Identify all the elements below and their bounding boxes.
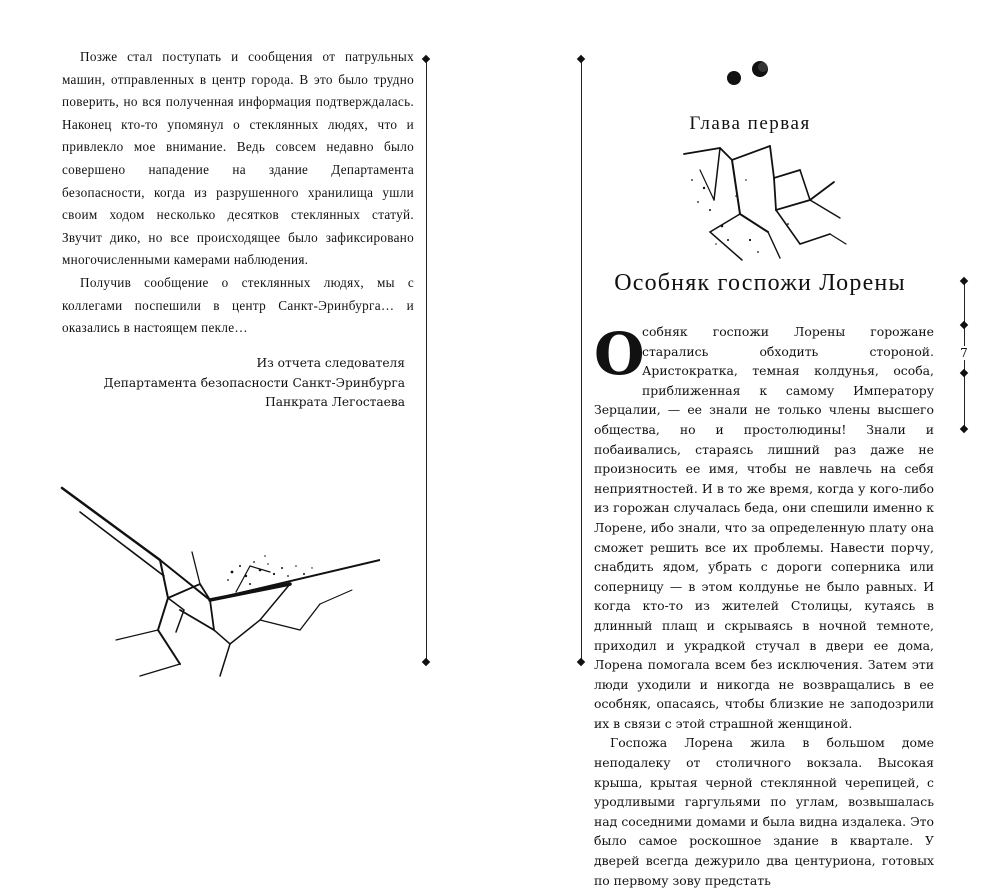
attribution-line: Панкрата Легостаева xyxy=(265,395,405,409)
page-number: 7 xyxy=(958,346,970,360)
chapter-title: Особняк госпожи Лорены xyxy=(614,270,906,296)
rule-end-ornament xyxy=(960,369,968,377)
rule-end-ornament xyxy=(960,425,968,433)
attribution xyxy=(100,354,405,413)
rule-end-ornament xyxy=(960,277,968,285)
drop-cap: О xyxy=(594,320,645,388)
right-page xyxy=(500,0,1000,888)
attribution-line: Департамента безопасности Санкт-Эринбурга xyxy=(103,375,405,390)
rule-end-ornament xyxy=(960,321,968,329)
paragraph-text: собняк госпожи Лорены горожане старались обходить стороной. Аристократка, темная колдунья, особа, приближенная к самому Императору Зерцалии, — ее знали не только члены высшего общества, но и простолюдины! Знали и побаивались, стараясь лишний раз даже не произносить ее имя, чтобы не навлечь на себя неприятностей. И в то же время, когда у кого-либо из горожан случалась беда, они спешили именно к Лорене, ибо знали, что за определенную плату она сможет решить все их проблемы. Навести порчу, снабдить ядом, убрать с дороги соперника или соперницу — в этом колдунье не было равных. И когда кто-то из жителей Столицы, кутаясь в длинный плащ и скрываясь в ночной темноте, приходил и украдкой стучал в двери ее дома, Лорена помогала всем без исключения. Затем эти люди уходили и никогда не возвращались в ее особняк, опасаясь, чтобы близкие не заподозрили их в связи с этой страшной женщиной. xyxy=(594,324,934,731)
right-page-text xyxy=(594,322,934,890)
first-paragraph xyxy=(594,322,934,733)
paragraph: Позже стал поступать и сообщения от патрульных машин, отправленных в центр города. В это было трудно поверить, но вся полученная информация подтверждалась. Наконец кто-то упомянул о стеклянных людях, что и привлекло мое внимание. Ведь совсем недавно было совершено нападение на здание Департамента безопасности, когда из разрушенного хранилища ушли своим ходом несколько десятков стеклянных статуй. Звучит дико, но все происходящее было зафиксировано многочисленными камерами наблюдения. xyxy=(62,49,414,268)
attribution-line: Из отчета следователя xyxy=(256,356,405,370)
chapter-label: Глава первая xyxy=(689,113,811,134)
left-page xyxy=(0,0,500,725)
paragraph: Получив сообщение о стеклянных людях, мы с коллегами поспешили в центр Санкт-Эринбурга… и оказались в настоящем пекле… xyxy=(62,274,414,336)
moon-phases-icon xyxy=(726,58,796,88)
rule-end-ornament xyxy=(577,658,585,666)
rule-end-ornament xyxy=(422,658,430,666)
left-page-text xyxy=(62,46,414,340)
rule-end-ornament xyxy=(577,55,585,63)
shattered-glass-illustration xyxy=(60,480,380,680)
rule-end-ornament xyxy=(422,55,430,63)
right-page-rule xyxy=(581,60,582,662)
paragraph: Госпожа Лорена жила в большом доме неподалеку от столичного вокзала. Высокая крыша, крытая черной стеклянной черепицей, с уродливыми гаргульями по углам, возвышалась над соседними домами и была видна издалека. Это было самое роскошное здание в квартале. У дверей всегда дежурило два центуриона, готовых по первому зову предстать xyxy=(594,735,934,888)
shattered-glass-illustration xyxy=(680,140,850,265)
left-page-rule xyxy=(426,60,427,662)
